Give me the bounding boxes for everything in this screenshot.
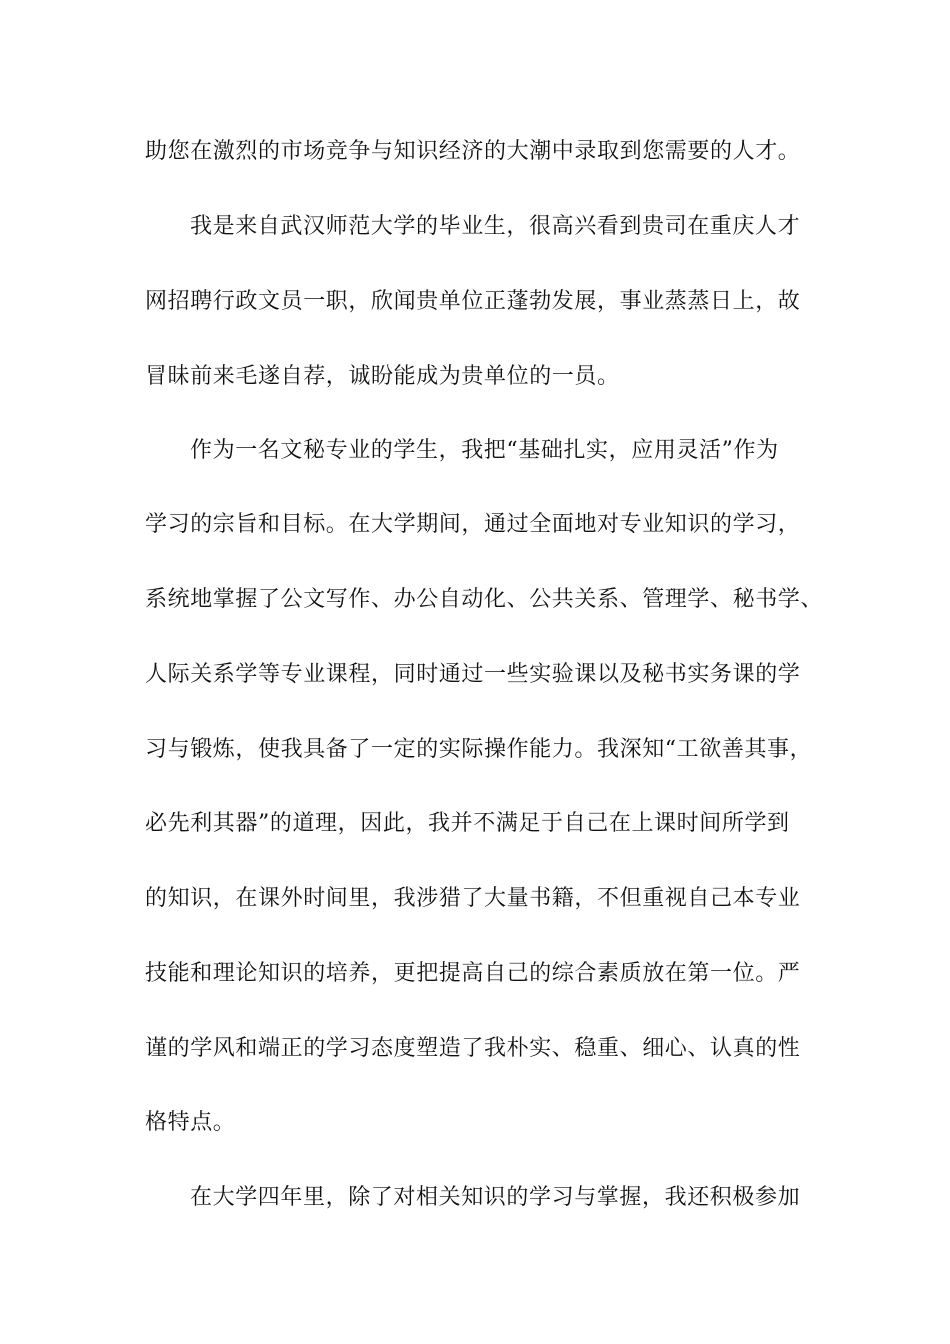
paragraph-line: 助您在激烈的市场竞争与知识经济的大潮中录取到您需要的人才。 xyxy=(145,139,801,164)
paragraph-line: 我是来自武汉师范大学的毕业生，很高兴看到贵司在重庆人才 xyxy=(190,214,801,239)
paragraph-line: 习与锻炼，使我具备了一定的实际操作能力。我深知“工欲善其事， xyxy=(145,737,813,762)
paragraph-line: 人际关系学等专业课程，同时通过一些实验课以及秘书实务课的学 xyxy=(145,662,801,687)
paragraph-line: 在大学四年里，除了对相关知识的学习与掌握，我还积极参加 xyxy=(190,1185,801,1210)
paragraph-line: 作为一名文秘专业的学生，我把“基础扎实，应用灵活”作为 xyxy=(190,438,779,463)
paragraph-line: 谨的学风和端正的学习态度塑造了我朴实、稳重、细心、认真的性 xyxy=(145,1036,801,1061)
paragraph-line: 技能和理论知识的培养，更把提高自己的综合素质放在第一位。严 xyxy=(145,961,801,986)
paragraph-line: 网招聘行政文员一职，欣闻贵单位正蓬勃发展，事业蒸蒸日上，故 xyxy=(145,289,801,314)
paragraph-line: 系统地掌握了公文写作、办公自动化、公共关系、管理学、秘书学、 xyxy=(145,587,824,612)
paragraph-line: 学习的宗旨和目标。在大学期间，通过全面地对专业知识的学习， xyxy=(145,512,801,537)
paragraph-line: 格特点。 xyxy=(145,1110,236,1135)
paragraph-line: 必先利其器”的道理，因此，我并不满足于自己在上课时间所学到 xyxy=(145,811,790,836)
paragraph-line: 冒昧前来毛遂自荐，诚盼能成为贵单位的一员。 xyxy=(145,364,620,389)
paragraph-line: 的知识，在课外时间里，我涉猎了大量书籍，不但重视自己本专业 xyxy=(145,886,801,911)
